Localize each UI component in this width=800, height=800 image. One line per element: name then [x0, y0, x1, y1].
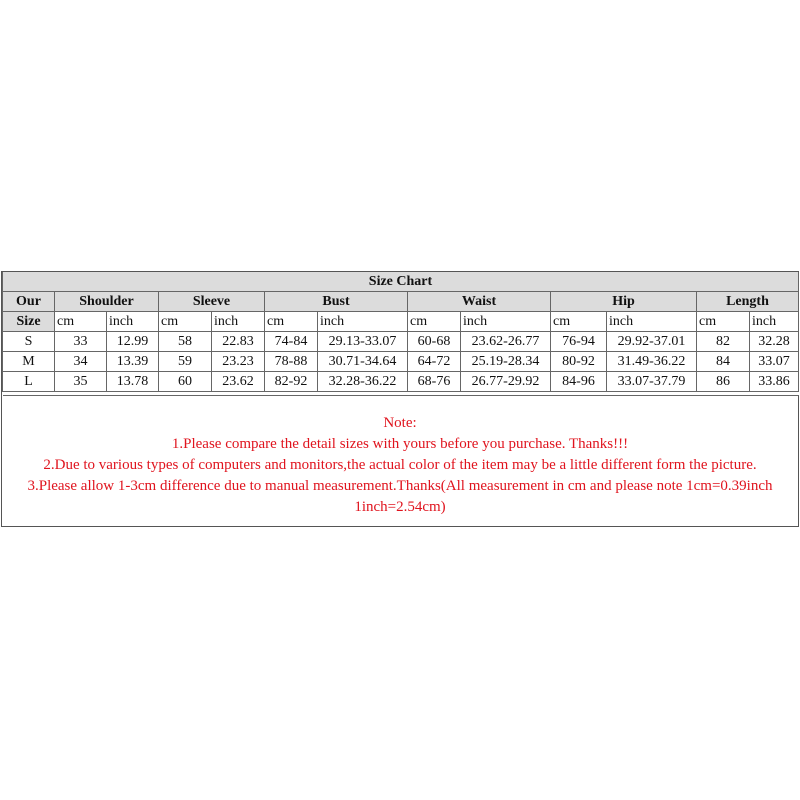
- title-row: [3, 272, 799, 292]
- value-cell: 23.62: [212, 372, 265, 392]
- our-size-header: Our: [3, 292, 55, 312]
- note-line-4: 1inch=2.54cm): [354, 499, 446, 515]
- value-cell: 31.49-36.22: [607, 352, 697, 372]
- value-cell: 33: [55, 332, 107, 352]
- notes-section: [2, 396, 798, 518]
- value-cell: 84-96: [551, 372, 607, 392]
- value-cell: 60-68: [408, 332, 461, 352]
- value-cell: 59: [159, 352, 212, 372]
- unit-cell: cm: [551, 312, 607, 332]
- size-header: Size: [3, 312, 55, 332]
- unit-cell: inch: [212, 312, 265, 332]
- header-length: Length: [697, 292, 799, 312]
- size-chart-table: [2, 272, 799, 396]
- table-bottom-rule: [3, 392, 799, 396]
- value-cell: 22.83: [212, 332, 265, 352]
- unit-cell: cm: [697, 312, 750, 332]
- unit-cell: inch: [607, 312, 697, 332]
- value-cell: 29.13-33.07: [318, 332, 408, 352]
- header-sleeve: Sleeve: [159, 292, 265, 312]
- value-cell: 33.07: [750, 352, 799, 372]
- note-heading: Note:: [383, 415, 417, 431]
- value-cell: 74-84: [265, 332, 318, 352]
- value-cell: 33.07-37.79: [607, 372, 697, 392]
- unit-cell: cm: [159, 312, 212, 332]
- header-bust: Bust: [265, 292, 408, 312]
- size-chart: [1, 271, 799, 527]
- value-cell: 60: [159, 372, 212, 392]
- value-cell: 13.78: [107, 372, 159, 392]
- unit-cell: inch: [107, 312, 159, 332]
- value-cell: 80-92: [551, 352, 607, 372]
- unit-cell: cm: [265, 312, 318, 332]
- size-label: L: [3, 372, 55, 392]
- value-cell: 68-76: [408, 372, 461, 392]
- value-cell: 26.77-29.92: [461, 372, 551, 392]
- value-cell: 23.23: [212, 352, 265, 372]
- value-cell: 12.99: [107, 332, 159, 352]
- value-cell: 76-94: [551, 332, 607, 352]
- value-cell: 13.39: [107, 352, 159, 372]
- unit-cell: inch: [461, 312, 551, 332]
- value-cell: 35: [55, 372, 107, 392]
- unit-cell: inch: [750, 312, 799, 332]
- note-line-3: 3.Please allow 1-3cm difference due to manual measurement.Thanks(All measurement in cm and please note 1cm=0.39inch: [27, 478, 773, 494]
- value-cell: 58: [159, 332, 212, 352]
- value-cell: 34: [55, 352, 107, 372]
- header-hip: Hip: [551, 292, 697, 312]
- note-line-2: 2.Due to various types of computers and monitors,the actual color of the item may be a little different form the picture.: [43, 457, 757, 473]
- value-cell: 29.92-37.01: [607, 332, 697, 352]
- group-header-row: [3, 292, 799, 312]
- bottom-rule: [3, 392, 799, 396]
- unit-cell: inch: [318, 312, 408, 332]
- unit-header-row: [3, 312, 799, 332]
- header-shoulder: Shoulder: [55, 292, 159, 312]
- value-cell: 84: [697, 352, 750, 372]
- value-cell: 25.19-28.34: [461, 352, 551, 372]
- value-cell: 82-92: [265, 372, 318, 392]
- size-label: S: [3, 332, 55, 352]
- value-cell: 32.28-36.22: [318, 372, 408, 392]
- value-cell: 78-88: [265, 352, 318, 372]
- value-cell: 23.62-26.77: [461, 332, 551, 352]
- unit-cell: cm: [408, 312, 461, 332]
- value-cell: 82: [697, 332, 750, 352]
- header-waist: Waist: [408, 292, 551, 312]
- chart-title: Size Chart: [3, 272, 799, 292]
- table-row-m: [3, 352, 799, 372]
- value-cell: 30.71-34.64: [318, 352, 408, 372]
- value-cell: 32.28: [750, 332, 799, 352]
- value-cell: 64-72: [408, 352, 461, 372]
- value-cell: 33.86: [750, 372, 799, 392]
- unit-cell: cm: [55, 312, 107, 332]
- table-row-s: [3, 332, 799, 352]
- size-label: M: [3, 352, 55, 372]
- value-cell: 86: [697, 372, 750, 392]
- table-row-l: [3, 372, 799, 392]
- note-line-1: 1.Please compare the detail sizes with yours before you purchase. Thanks!!!: [171, 436, 629, 452]
